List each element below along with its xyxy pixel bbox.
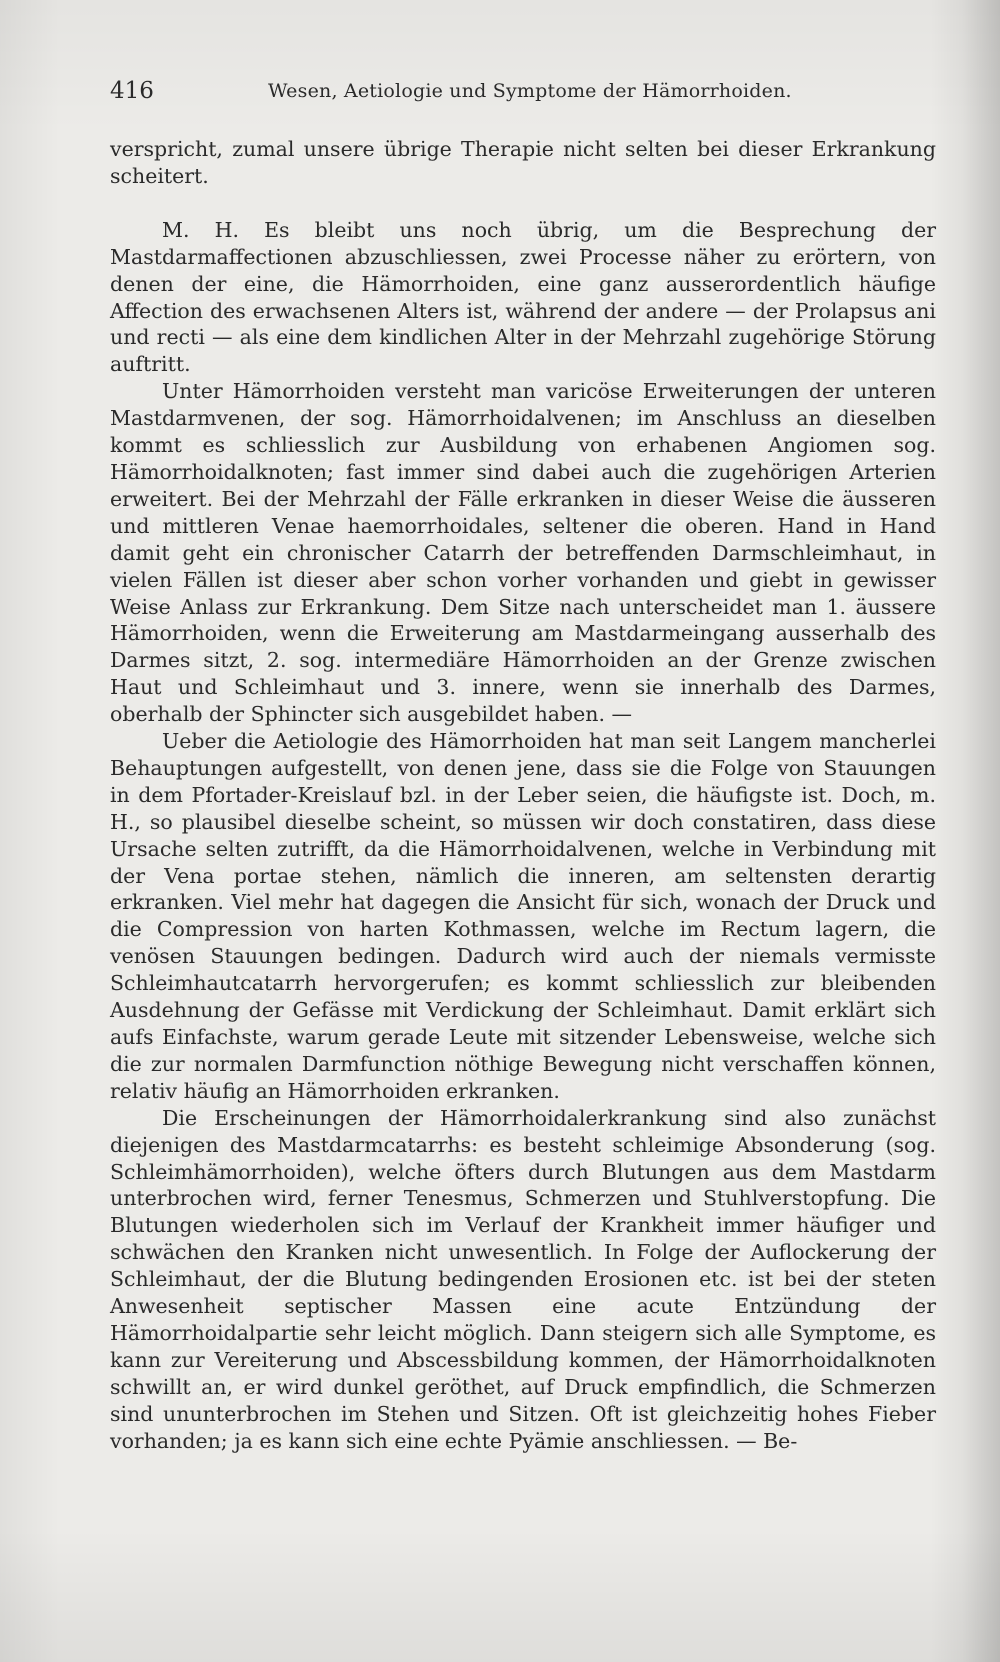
- page-number: 416: [110, 78, 154, 104]
- running-title: Wesen, Aetiologie und Symptome der Hämorrhoiden.: [268, 80, 792, 102]
- paragraph-aetiology: Ueber die Aetiologie des Hämorrhoiden hat man seit Langem mancherlei Behauptungen aufgestellt, von denen jene, dass sie die Folge von Stauungen in dem Pfortader-Kreislauf bzl. in der Leber seien, die häufigste ist. Doch, m. H., so plausibel dieselbe scheint, so müssen wir doch constatiren, dass diese Ursache selten zutrifft, da die Hämorrhoidalvenen, welche in Verbindung mit der Vena portae stehen, nämlich die inneren, am seltensten derartig erkranken. Viel mehr hat dagegen die Ansicht für sich, wonach der Druck und die Compression von harten Kothmassen, welche im Rectum lagern, die venösen Stauungen bedingen. Dadurch wird auch der niemals vermisste Schleimhautcatarrh hervorgerufen; es kommt schliesslich zur bleibenden Ausdehnung der Gefässe mit Verdickung der Schleimhaut. Damit erklärt sich aufs Einfachste, warum gerade Leute mit sitzender Lebensweise, welche sich die zur normalen Darmfunction nöthige Bewegung nicht verschaffen können, relativ häufig an Hämorrhoiden erkranken.: [110, 729, 936, 1103]
- page-header: [110, 74, 920, 114]
- paragraph-definition: Unter Hämorrhoiden versteht man varicöse Erweiterungen der unteren Mastdarmvenen, der sog. Hämorrhoidalvenen; im Anschluss an dieselben kommt es schliesslich zur Ausbildung von erhabenen Angiomen sog. Hämorrhoidalknoten; fast immer sind dabei auch die zugehörigen Arterien erweitert. Bei der Mehrzahl der Fälle erkranken in dieser Weise die äusseren und mittleren Venae haemorrhoidales, seltener die oberen. Hand in Hand damit geht ein chronischer Catarrh der betreffenden Darmschleimhaut, in vielen Fällen ist dieser aber schon vorher vorhanden und giebt in gewisser Weise Anlass zur Erkrankung. Dem Sitze nach unterscheidet man 1. äussere Hämorrhoiden, wenn die Erweiterung am Mastdarmeingang ausserhalb des Darmes sitzt, 2. sog. intermediäre Hämorrhoiden an der Grenze zwischen Haut und Schleimhaut und 3. innere, wenn sie innerhalb des Darmes, oberhalb der Sphincter sich ausgebildet haben. —: [110, 379, 936, 727]
- body-text: [110, 136, 936, 1455]
- paragraph-continuation: verspricht, zumal unsere übrige Therapie nicht selten bei dieser Erkrankung scheitert.: [110, 137, 936, 188]
- paragraph-symptoms: Die Erscheinungen der Hämorrhoidalerkrankung sind also zunächst diejenigen des Mastdarmcatarrhs: es besteht schleimige Absonderung (sog. Schleimhämorrhoiden), welche öfters durch Blutungen aus dem Mastdarm unterbrochen wird, ferner Tenesmus, Schmerzen und Stuhlverstopfung. Die Blutungen wiederholen sich im Verlauf der Krankheit immer häufiger und schwächen den Kranken nicht unwesentlich. In Folge der Auflockerung der Schleimhaut, der die Blutung bedingenden Erosionen etc. ist bei der steten Anwesenheit septischer Massen eine acute Entzündung der Hämorrhoidalpartie sehr leicht möglich. Dann steigern sich alle Symptome, es kann zur Vereiterung und Abscessbildung kommen, der Hämorrhoidalknoten schwillt an, er wird dunkel geröthet, auf Druck empfindlich, die Schmerzen sind ununterbrochen im Stehen und Sitzen. Oft ist gleichzeitig hohes Fieber vorhanden; ja es kann sich eine echte Pyämie anschliessen. — Be-: [110, 1105, 936, 1453]
- paragraph-introduction: M. H. Es bleibt uns noch übrig, um die Besprechung der Mastdarmaffectionen abzuschliessen, zwei Processe näher zu erörtern, von denen der eine, die Hämorrhoiden, eine ganz ausserordentlich häufige Affection des erwachsenen Alters ist, während der andere — der Prolapsus ani und recti — als eine dem kindlichen Alter in der Mehrzahl zugehörige Störung auftritt.: [110, 217, 936, 377]
- page-edge-shadow: [962, 0, 1000, 1662]
